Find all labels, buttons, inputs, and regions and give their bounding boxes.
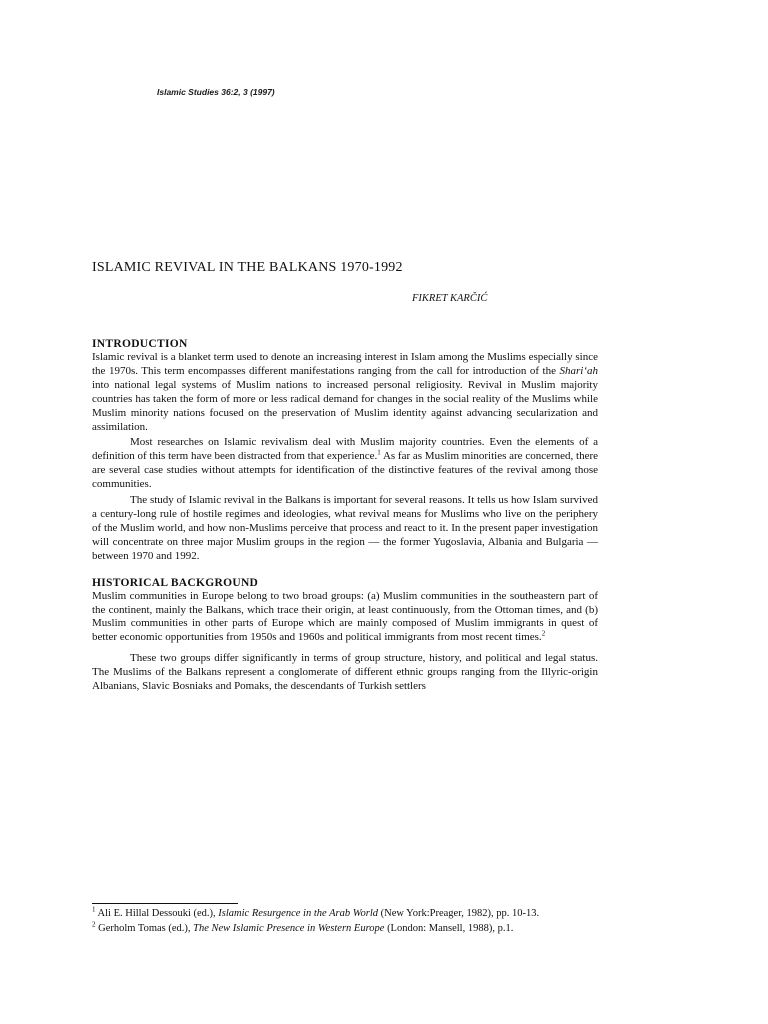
history-paragraph-1 [92,590,598,646]
text-run: Most researches on Islamic revivalism deal with Muslim majority countries. Even the elements of a definition of this term have been distracted from that experience. [92,436,598,463]
text-run: As far as Muslim minorities are concerned, there are several case studies without attempts for identification of the distinctive features of the revival among those communities. [92,450,598,491]
history-paragraph-2: These two groups differ significantly in terms of group structure, history, and political and legal status. The Muslims of the Balkans represent a conglomerate of different ethnic groups ranging from the Illyric-origin Albanians, Slavic Bosniaks and Pomaks, the descendants of Turkish settlers [92,652,598,693]
author-name: FIKRET KARČIĆ [412,293,488,304]
footnote-marker: 2 [541,629,546,638]
section-heading-introduction: INTRODUCTION [92,338,188,350]
intro-paragraph-2 [92,436,598,492]
intro-paragraph-1 [92,351,598,434]
footnote [92,906,652,921]
text-run: into national legal systems of Muslim nations to increased personal religiosity. Revival in Muslim majority countries has taken the form of more or less radical demand for changes in the social reality of the Muslims while Muslim minority nations focused on the preservation of Muslim identity against advancing secularization and assimilation. [92,378,598,433]
text-run: (New York:Preager, 1982), pp. 10-13. [378,908,540,919]
text-run: (London: Mansell, 1988), p.1. [384,923,514,934]
article-body [92,337,598,694]
text-run: Ali E. Hillal Dessouki (ed.), [95,908,219,919]
footnote-divider [92,903,238,904]
footnote-book-title: The New Islamic Presence in Western Europe [193,923,385,934]
article-title: ISLAMIC REVIVAL IN THE BALKANS 1970-1992 [92,260,403,275]
text-run: Islamic revival is a blanket term used to denote an increasing interest in Islam among the Muslims especially since the 1970s. This term encompasses different manifestations ranging from the call for introduction of the [92,351,598,377]
intro-paragraph-3: The study of Islamic revival in the Balkans is important for several reasons. It tells us how Islam survived a century-long rule of hostile regimes and ideologies, what revival means for Muslims who live on the periphery of the Muslim world, and how non-Muslims perceive that process and react to it. In the present paper investigation will concentrate on three major Muslim groups in the region — the former Yugoslavia, Albania and Bulgaria — between 1970 and 1992. [92,494,598,562]
footnote-marker: 1 [377,448,381,457]
footnote-book-title: Islamic Resurgence in the Arab World [218,908,378,919]
footnote-number: 2 [92,920,96,929]
footnotes [92,903,652,936]
footnote-number: 1 [92,905,96,914]
section-heading-historical-background: HISTORICAL BACKGROUND [92,576,259,589]
footnote [92,921,652,936]
journal-reference: Islamic Studies 36:2, 3 (1997) [157,87,275,97]
text-run: Muslim communities in Europe belong to two broad groups: (a) Muslim communities in the southeastern part of the continent, mainly the Balkans, which trace their origin, at least continuously, from the Ottoman times, and (b) Muslim communities in other parts of Europe which are mainly composed of Muslim immigrants in quest of better economic opportunities from 1950s and 1960s and political immigrants from most recent times. [92,589,598,644]
text-run: Gerholm Tomas (ed.), [95,923,194,934]
italic-term: Shari‘ah [559,364,598,377]
